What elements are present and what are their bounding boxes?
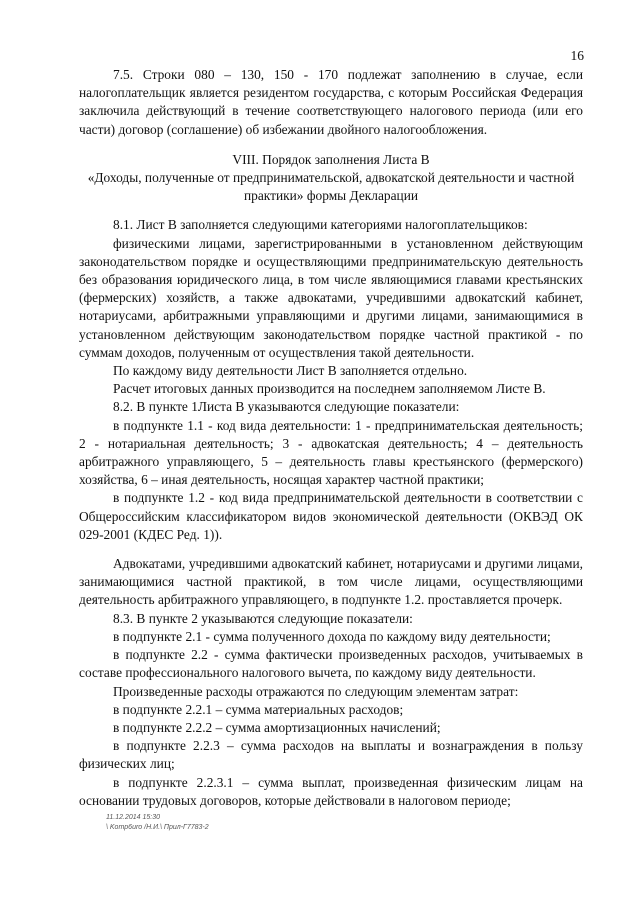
paragraph: в подпункте 2.2.3.1 – сумма выплат, произведенная физическим лицам на основании трудовых договоров, которые действовали в налоговом периоде; bbox=[79, 774, 583, 808]
document-body bbox=[79, 66, 583, 810]
paragraph: в подпункте 2.2 - сумма фактически произведенных расходов, учитываемых в составе профессионального налогового вычета, по каждому виду деятельности. bbox=[79, 647, 583, 681]
document-footer bbox=[106, 813, 209, 832]
footer-file-reference: \ Komp6uro /Н.И.\ Прил-Г7783-2 bbox=[106, 823, 209, 831]
paragraph: По каждому виду деятельности Лист В заполняется отдельно. bbox=[113, 363, 468, 379]
paragraph: в подпункте 2.2.3 – сумма расходов на выплаты и вознаграждения в пользу физических лиц; bbox=[79, 738, 583, 772]
footer-timestamp: 11.12.2014 15:30 bbox=[106, 814, 160, 821]
section-subheading: «Доходы, полученные от предпринимательской, адвокатской деятельности и частной практики» формы Декларации bbox=[87, 170, 575, 204]
page-number: 16 bbox=[570, 48, 584, 63]
section-heading: VIII. Порядок заполнения Листа В bbox=[232, 151, 430, 167]
paragraph: Адвокатами, учредившими адвокатский кабинет, нотариусами и другими лицами, занимающимися частной практикой, в том числе лицами, осуществляющими деятельность арбитражного управляющего, в подпункте 1.2. проставляется прочерк. bbox=[79, 556, 583, 608]
paragraph: в подпункте 2.2.2 – сумма амортизационных начислений; bbox=[113, 719, 441, 735]
paragraph: в подпункте 1.1 - код вида деятельности: 1 - предпринимательская деятельность; 2 - нотариальная деятельность; 3 - адвокатская деятельность; 4 – деятельность арбитражного управляющего, 5 – деятельность главы крестьянского (фермерского) хозяйства, 6 – иная деятельность, носящая характер частной практики; bbox=[79, 417, 583, 488]
paragraph: в подпункте 1.2 - код вида предпринимательской деятельности в соответствии с Общероссийским классификатором видов экономической деятельности (ОКВЭД ОК 029-2001 (КДЕС Ред. 1)). bbox=[79, 490, 583, 542]
paragraph-8-1: 8.1. Лист В заполняется следующими категориями налогоплательщиков: bbox=[113, 217, 528, 233]
paragraph-8-2: 8.2. В пункте 1Листа В указываются следующие показатели: bbox=[113, 399, 460, 415]
paragraph-8-3: 8.3. В пункте 2 указываются следующие показатели: bbox=[113, 610, 413, 626]
paragraph: Произведенные расходы отражаются по следующим элементам затрат: bbox=[113, 683, 519, 699]
paragraph: Расчет итоговых данных производится на последнем заполняемом Листе В. bbox=[113, 381, 546, 397]
paragraph: физическими лицами, зарегистрированными в установленном действующим законодательством порядке и осуществляющими предпринимательскую деятельность без образования юридического лица, в том числе являющимися главами крестьянских (фермерских) хозяйств, а также адвокатами, учредившими адвокатский кабинет, нотариусами, арбитражными управляющими и другими лицами, занимающимися в установленном действующим законодательством порядке частной практикой - по суммам доходов, полученным от осуществления такой деятельности. bbox=[79, 235, 583, 360]
paragraph: в подпункте 2.1 - сумма полученного дохода по каждому виду деятельности; bbox=[113, 628, 551, 644]
paragraph-7-5: 7.5. Строки 080 – 130, 150 - 170 подлежат заполнению в случае, если налогоплательщик является резидентом государства, с которым Российская Федерация заключила действующий в течение соответствующего налогового периода (или его части) договор (соглашение) об избежании двойного налогообложения. bbox=[79, 67, 583, 137]
paragraph: в подпункте 2.2.1 – сумма материальных расходов; bbox=[113, 701, 404, 717]
